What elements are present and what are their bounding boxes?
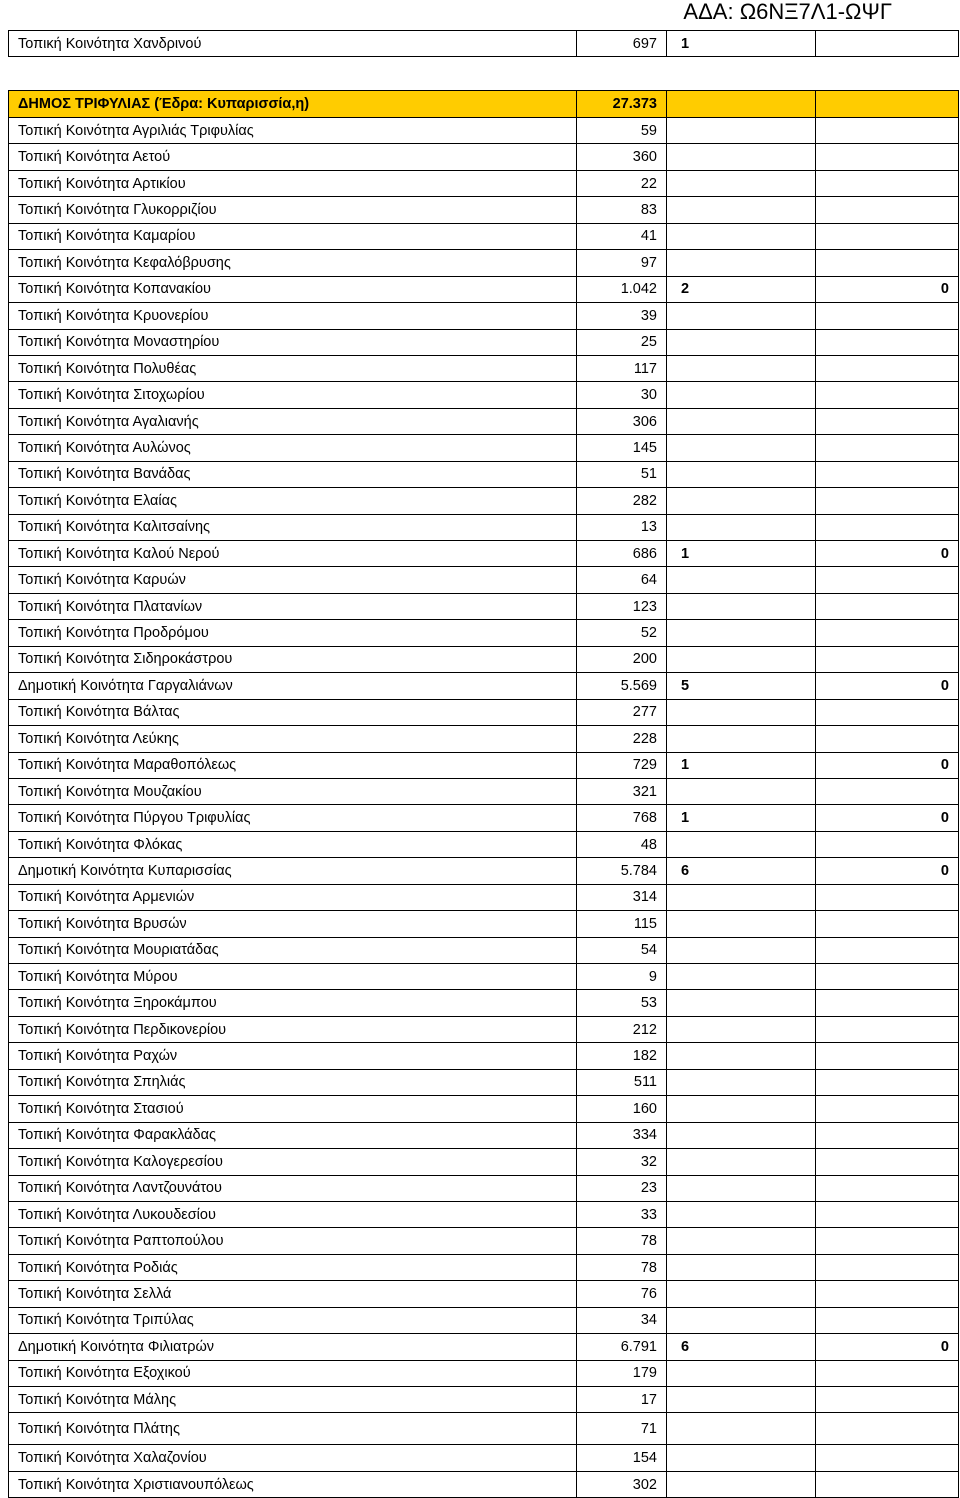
community-name: Τοπική Κοινότητα Βάλτας [9,699,577,725]
population-value: 117 [577,355,667,381]
column-4-value [816,435,959,461]
population-value: 5.784 [577,858,667,884]
population-value: 768 [577,805,667,831]
table-row [9,31,959,57]
table-row [9,778,959,804]
table-row [9,620,959,646]
community-name: Τοπική Κοινότητα Ραχών [9,1043,577,1069]
population-value: 302 [577,1471,667,1497]
table-row [9,1069,959,1095]
population-value: 5.569 [577,673,667,699]
population-value: 179 [577,1360,667,1386]
community-name: Τοπική Κοινότητα Καρυών [9,567,577,593]
column-4-value [816,303,959,329]
column-4-value: 0 [816,673,959,699]
community-name: Τοπική Κοινότητα Χαλαζονίου [9,1445,577,1471]
column-4-value [816,329,959,355]
community-name: Τοπική Κοινότητα Λυκουδεσίου [9,1201,577,1227]
column-3-value [667,593,816,619]
column-3-value [667,1445,816,1471]
column-4-value [816,990,959,1016]
community-name: Δημοτική Κοινότητα Κυπαρισσίας [9,858,577,884]
column-3-value [667,937,816,963]
table-row [9,1254,959,1280]
ada-code: ΑΔΑ: Ω6ΝΞ7Λ1-ΩΨΓ [683,0,892,24]
community-name: Δημοτική Κοινότητα Φιλιατρών [9,1334,577,1360]
column-4-value [816,1254,959,1280]
table-row [9,752,959,778]
population-value: 25 [577,329,667,355]
table-row [9,541,959,567]
column-3-value [667,1149,816,1175]
population-value: 212 [577,1016,667,1042]
column-4-value [816,593,959,619]
column-3-value [667,1413,816,1445]
community-name: Τοπική Κοινότητα Κεφαλόβρυσης [9,250,577,276]
column-3-value [667,726,816,752]
population-value: 6.791 [577,1334,667,1360]
table-row [9,197,959,223]
population-value: 64 [577,567,667,593]
population-value: 123 [577,593,667,619]
column-3-value [667,884,816,910]
column-4-value [816,31,959,57]
population-value: 277 [577,699,667,725]
table-row [9,937,959,963]
column-4-value [816,646,959,672]
table-row [9,990,959,1016]
column-3-value [667,250,816,276]
column-3-value [667,646,816,672]
community-name: Τοπική Κοινότητα Ελαίας [9,488,577,514]
table-row [9,1149,959,1175]
column-4-value [816,1069,959,1095]
community-name: Τοπική Κοινότητα Καλιτσαίνης [9,514,577,540]
column-3-value [667,223,816,249]
population-value: 30 [577,382,667,408]
population-value: 48 [577,831,667,857]
column-3-value [667,1387,816,1413]
table-row [9,858,959,884]
community-name: Δημοτική Κοινότητα Γαργαλιάνων [9,673,577,699]
column-3-value [667,408,816,434]
community-name: Τοπική Κοινότητα Πολυθέας [9,355,577,381]
column-4-value [816,514,959,540]
column-3-value [667,1360,816,1386]
column-3-value [667,461,816,487]
community-name: Τοπική Κοινότητα Τριπύλας [9,1307,577,1333]
population-value: 27.373 [577,91,667,118]
community-name: Τοπική Κοινότητα Λεύκης [9,726,577,752]
column-3-value [667,303,816,329]
column-3-value [667,831,816,857]
community-name: Τοπική Κοινότητα Κοπανακίου [9,276,577,302]
table-row [9,382,959,408]
table-row [9,964,959,990]
column-3-value [667,329,816,355]
column-3-value: 1 [667,805,816,831]
municipality-header-row [9,91,959,118]
population-value: 154 [577,1445,667,1471]
population-value: 697 [577,31,667,57]
column-4-value [816,1149,959,1175]
population-value: 54 [577,937,667,963]
community-name: Τοπική Κοινότητα Κρυονερίου [9,303,577,329]
column-3-value: 2 [667,276,816,302]
table-row [9,170,959,196]
column-3-value [667,514,816,540]
table-row [9,646,959,672]
column-3-value [667,144,816,170]
column-3-value [667,488,816,514]
column-4-value [816,1413,959,1445]
community-name: Τοπική Κοινότητα Φαρακλάδας [9,1122,577,1148]
community-name: Τοπική Κοινότητα Καμαρίου [9,223,577,249]
column-4-value [816,1307,959,1333]
column-3-value [667,699,816,725]
table-row [9,1387,959,1413]
column-3-value [667,778,816,804]
community-name: Τοπική Κοινότητα Σπηλιάς [9,1069,577,1095]
community-name: Τοπική Κοινότητα Φλόκας [9,831,577,857]
population-value: 32 [577,1149,667,1175]
population-value: 52 [577,620,667,646]
column-4-value [816,488,959,514]
table-row [9,699,959,725]
top-table [8,30,959,57]
column-4-value [816,223,959,249]
column-3-value: 6 [667,1334,816,1360]
table-row [9,1096,959,1122]
municipality-table [8,90,959,1498]
column-4-value [816,726,959,752]
column-4-value: 0 [816,1334,959,1360]
community-name: Τοπική Κοινότητα Μουζακίου [9,778,577,804]
column-4-value [816,699,959,725]
table-row [9,223,959,249]
table-row [9,1281,959,1307]
community-name: Τοπική Κοινότητα Στασιού [9,1096,577,1122]
population-value: 160 [577,1096,667,1122]
column-4-value [816,1360,959,1386]
community-name: Τοπική Κοινότητα Αγριλιάς Τριφυλίας [9,118,577,144]
table-row [9,144,959,170]
table-row [9,593,959,619]
population-value: 33 [577,1201,667,1227]
column-4-value [816,1445,959,1471]
community-name: Τοπική Κοινότητα Πλάτης [9,1413,577,1445]
population-value: 39 [577,303,667,329]
column-3-value [667,1096,816,1122]
table-row [9,250,959,276]
population-value: 59 [577,118,667,144]
community-name: Τοπική Κοινότητα Βανάδας [9,461,577,487]
population-value: 115 [577,911,667,937]
community-name: Τοπική Κοινότητα Γλυκορριζίου [9,197,577,223]
column-3-value [667,1043,816,1069]
column-4-value [816,964,959,990]
population-value: 22 [577,170,667,196]
column-4-value [816,170,959,196]
population-value: 321 [577,778,667,804]
population-value: 34 [577,1307,667,1333]
table-row [9,408,959,434]
table-row [9,1175,959,1201]
column-4-value [816,1201,959,1227]
column-4-value [816,355,959,381]
column-4-value: 0 [816,858,959,884]
table-row [9,1122,959,1148]
population-value: 360 [577,144,667,170]
table-row [9,1334,959,1360]
column-3-value [667,1175,816,1201]
community-name: Τοπική Κοινότητα Μύρου [9,964,577,990]
table-row [9,1228,959,1254]
table-row [9,673,959,699]
column-4-value [816,1471,959,1497]
community-name: Τοπική Κοινότητα Πλατανίων [9,593,577,619]
column-3-value [667,911,816,937]
community-name: Τοπική Κοινότητα Αετού [9,144,577,170]
table-row [9,726,959,752]
table-row [9,805,959,831]
population-value: 17 [577,1387,667,1413]
community-name: Τοπική Κοινότητα Περδικονερίου [9,1016,577,1042]
population-value: 729 [577,752,667,778]
column-4-value [816,382,959,408]
column-4-value [816,1281,959,1307]
column-4-value [816,831,959,857]
column-3-value: 6 [667,858,816,884]
column-3-value: 5 [667,673,816,699]
table-row [9,1043,959,1069]
column-3-value [667,91,816,118]
population-value: 71 [577,1413,667,1445]
column-3-value [667,990,816,1016]
column-4-value [816,884,959,910]
column-4-value [816,567,959,593]
population-value: 334 [577,1122,667,1148]
community-name: Τοπική Κοινότητα Αυλώνος [9,435,577,461]
community-name: Τοπική Κοινότητα Μοναστηρίου [9,329,577,355]
column-4-value [816,1387,959,1413]
table-row [9,1445,959,1471]
community-name: Τοπική Κοινότητα Αρτικίου [9,170,577,196]
table-row [9,118,959,144]
community-name: Τοπική Κοινότητα Μουριατάδας [9,937,577,963]
community-name: Τοπική Κοινότητα Εξοχικού [9,1360,577,1386]
column-4-value [816,408,959,434]
table-row [9,1471,959,1497]
population-value: 13 [577,514,667,540]
table-row [9,514,959,540]
population-value: 76 [577,1281,667,1307]
population-value: 228 [577,726,667,752]
population-value: 182 [577,1043,667,1069]
column-4-value [816,144,959,170]
community-name: Τοπική Κοινότητα Χανδρινού [9,31,577,57]
column-4-value [816,91,959,118]
table-row [9,567,959,593]
population-value: 53 [577,990,667,1016]
column-3-value [667,1254,816,1280]
column-4-value: 0 [816,276,959,302]
community-name: Τοπική Κοινότητα Ξηροκάμπου [9,990,577,1016]
table-row [9,1360,959,1386]
population-value: 282 [577,488,667,514]
table-row [9,911,959,937]
community-name: Τοπική Κοινότητα Ροδιάς [9,1254,577,1280]
community-name: Τοπική Κοινότητα Χριστιανουπόλεως [9,1471,577,1497]
column-4-value [816,1175,959,1201]
table-row [9,831,959,857]
population-value: 51 [577,461,667,487]
community-name: Τοπική Κοινότητα Μάλης [9,1387,577,1413]
column-3-value [667,197,816,223]
column-3-value [667,1307,816,1333]
population-value: 200 [577,646,667,672]
community-name: Τοπική Κοινότητα Προδρόμου [9,620,577,646]
column-4-value [816,250,959,276]
population-value: 1.042 [577,276,667,302]
column-4-value [816,1016,959,1042]
community-name: Τοπική Κοινότητα Καλού Νερού [9,541,577,567]
column-3-value: 1 [667,31,816,57]
column-4-value [816,1122,959,1148]
column-4-value [816,1096,959,1122]
community-name: ΔΗΜΟΣ ΤΡΙΦΥΛΙΑΣ (Έδρα: Κυπαρισσία,η) [9,91,577,118]
column-3-value [667,170,816,196]
community-name: Τοπική Κοινότητα Πύργου Τριφυλίας [9,805,577,831]
population-value: 23 [577,1175,667,1201]
population-value: 78 [577,1254,667,1280]
column-4-value [816,197,959,223]
column-4-value [816,620,959,646]
table-row [9,1016,959,1042]
population-value: 9 [577,964,667,990]
community-name: Τοπική Κοινότητα Μαραθοπόλεως [9,752,577,778]
column-3-value: 1 [667,541,816,567]
column-3-value [667,964,816,990]
community-name: Τοπική Κοινότητα Σιτοχωρίου [9,382,577,408]
column-3-value [667,355,816,381]
column-3-value [667,1201,816,1227]
population-value: 83 [577,197,667,223]
column-4-value: 0 [816,541,959,567]
community-name: Τοπική Κοινότητα Σελλά [9,1281,577,1307]
population-value: 686 [577,541,667,567]
table-row [9,884,959,910]
community-name: Τοπική Κοινότητα Αγαλιανής [9,408,577,434]
column-3-value [667,382,816,408]
table-row [9,461,959,487]
community-name: Τοπική Κοινότητα Ραπτοπούλου [9,1228,577,1254]
column-3-value [667,118,816,144]
column-4-value [816,461,959,487]
table-row [9,1413,959,1445]
community-name: Τοπική Κοινότητα Βρυσών [9,911,577,937]
column-4-value [816,1043,959,1069]
community-name: Τοπική Κοινότητα Καλογερεσίου [9,1149,577,1175]
community-name: Τοπική Κοινότητα Σιδηροκάστρου [9,646,577,672]
table-row [9,435,959,461]
table-row [9,329,959,355]
column-3-value [667,1281,816,1307]
column-3-value [667,567,816,593]
population-value: 306 [577,408,667,434]
table-row [9,1201,959,1227]
population-value: 78 [577,1228,667,1254]
column-3-value: 1 [667,752,816,778]
column-3-value [667,620,816,646]
table-row [9,276,959,302]
population-value: 314 [577,884,667,910]
column-4-value [816,911,959,937]
column-4-value: 0 [816,752,959,778]
community-name: Τοπική Κοινότητα Λαντζουνάτου [9,1175,577,1201]
population-value: 41 [577,223,667,249]
column-3-value [667,1069,816,1095]
population-value: 511 [577,1069,667,1095]
community-name: Τοπική Κοινότητα Αρμενιών [9,884,577,910]
column-4-value [816,778,959,804]
column-4-value [816,937,959,963]
table-row [9,303,959,329]
population-value: 145 [577,435,667,461]
column-3-value [667,1122,816,1148]
column-4-value: 0 [816,805,959,831]
table-row [9,1307,959,1333]
column-3-value [667,435,816,461]
population-value: 97 [577,250,667,276]
column-3-value [667,1228,816,1254]
table-row [9,355,959,381]
column-4-value [816,1228,959,1254]
table-row [9,488,959,514]
column-4-value [816,118,959,144]
column-3-value [667,1471,816,1497]
column-3-value [667,1016,816,1042]
